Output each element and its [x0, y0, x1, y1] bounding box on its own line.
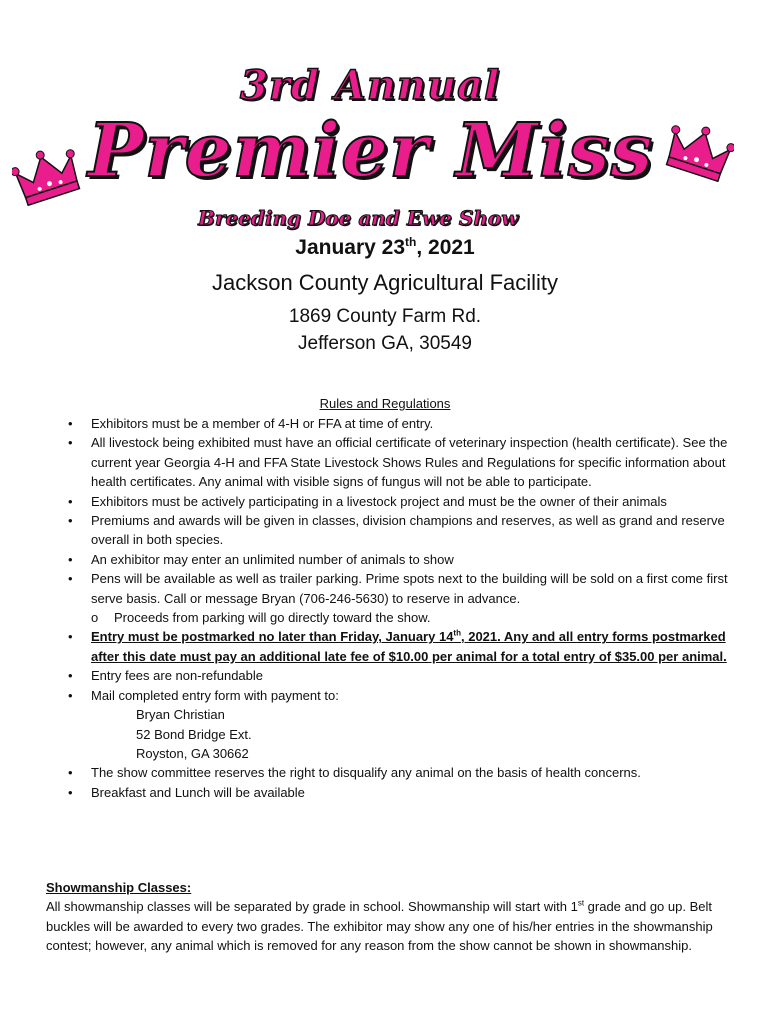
rules-list: [68, 414, 728, 802]
event-street: 1869 County Farm Rd.: [288, 306, 482, 327]
event-facility: Jackson County Agricultural Facility: [211, 270, 559, 295]
bullet: •: [68, 551, 73, 567]
crown-icon: [664, 122, 734, 182]
bullet: •: [68, 629, 73, 645]
bullet: •: [68, 687, 73, 703]
bullet: •: [68, 571, 73, 587]
list-item: • Mail completed entry form with payment to:: [68, 686, 728, 705]
bullet: •: [68, 493, 73, 509]
list-item: • Exhibitors must be a member of 4-H or FFA at time of entry.: [68, 414, 728, 433]
event-city: Jefferson GA, 30549: [298, 333, 472, 354]
list-item: • Breakfast and Lunch will be available: [68, 783, 728, 802]
bullet: •: [68, 435, 73, 451]
list-item: • The show committee reserves the right to disqualify any animal on the basis of health concerns.: [68, 763, 728, 782]
sub-list-item: o Proceeds from parking will go directly toward the show.: [68, 608, 728, 627]
mailing-address-line: Royston, GA 30662: [136, 745, 249, 761]
annual-heading: 3rd Annual: [240, 62, 501, 109]
list-item: • Premiums and awards will be given in classes, division champions and reserves, as well as grand and reserve overall in both species.: [68, 513, 725, 548]
show-title: Premier Miss: [88, 108, 654, 194]
show-subtitle: Breeding Doe and Ewe Show: [198, 206, 519, 230]
list-item: • Entry fees are non-refundable: [68, 666, 728, 685]
bullet: •: [68, 416, 73, 431]
deadline-item: • Entry must be postmarked no later than Friday, January 14th, 2021. Any and all entry forms postmarked after this date must pay an additional late fee of $10.00 per animal for a total entry of $35.00 per animal.: [68, 629, 727, 664]
showmanship-section: [46, 878, 736, 956]
list-item: • All livestock being exhibited must have an official certificate of veterinary inspection (health certificate). See the current year Georgia 4-H and FFA State Livestock Shows Rules and Regulations for specific information about health certificates. Any animal with visible signs of fungus will not be able to participate.: [68, 435, 728, 490]
mailing-address-line: 52 Bond Bridge Ext.: [136, 726, 252, 742]
mailing-address-line: Bryan Christian: [136, 707, 225, 723]
list-item: • Exhibitors must be actively participating in a livestock project and must be the owner of their animals: [68, 492, 728, 511]
list-item: • An exhibitor may enter an unlimited number of animals to show: [68, 550, 728, 569]
event-date: January 23th, 2021: [295, 235, 475, 259]
bullet: •: [68, 668, 73, 684]
crown-icon: [12, 146, 82, 206]
bullet: •: [68, 765, 73, 781]
showmanship-heading: Showmanship Classes:: [46, 880, 192, 895]
rules-heading: Rules and Regulations: [319, 396, 451, 411]
bullet: •: [68, 513, 73, 529]
sub-bullet: o: [91, 610, 99, 626]
bullet: •: [68, 784, 73, 800]
showmanship-text: All showmanship classes will be separated by grade in school. Showmanship will start with 1st grade and go up. Belt buckles will be awarded to every two grades. The exhibitor may show any one of his/her entries in the showmanship contest; however, any animal which is removed for any reason from the show cannot be shown in showmanship.: [46, 899, 713, 954]
list-item: • Pens will be available as well as trailer parking. Prime spots next to the building will be sold on a first come first serve basis. Call or message Bryan (706-246-5630) to reserve in advance.: [68, 571, 728, 606]
